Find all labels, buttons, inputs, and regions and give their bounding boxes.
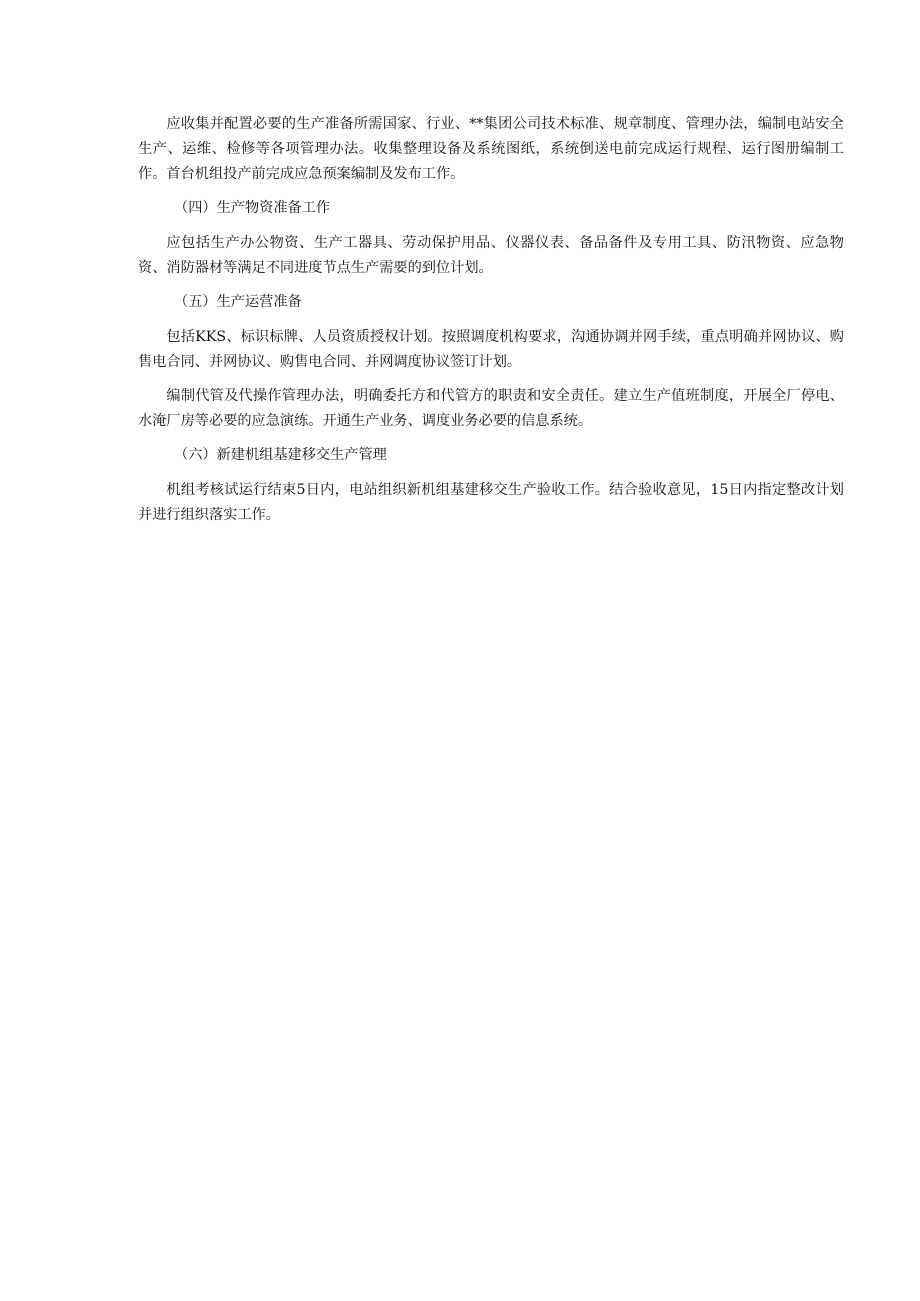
document-page (138, 112, 844, 528)
paragraph-kks-grid: 包括KKS、标识标牌、人员资质授权计划。按照调度机构要求，沟通协调并网手续，重点明确并网协议、购售电合同、并网协议、购售电合同、并网调度协议签订计划。 (138, 329, 844, 370)
paragraph-handover-acceptance: 机组考核试运行结束5日内，电站组织新机组基建移交生产验收工作。结合验收意见，15日内指定整改计划并进行组织落实工作。 (138, 482, 844, 523)
paragraph-materials: 应包括生产办公物资、生产工器具、劳动保护用品、仪器仪表、备品备件及专用工具、防汛物资、应急物资、消防器材等满足不同进度节点生产需要的到位计划。 (138, 235, 844, 276)
heading-handover-management: （六）新建机组基建移交生产管理 (174, 447, 387, 463)
paragraph-custody-management: 编制代管及代操作管理办法，明确委托方和代管方的职责和安全责任。建立生产值班制度，开展全厂停电、水淹厂房等必要的应急演练。开通生产业务、调度业务必要的信息系统。 (138, 388, 844, 429)
heading-operation-preparation: （五）生产运营准备 (174, 294, 302, 310)
paragraph-standards: 应收集并配置必要的生产准备所需国家、行业、**集团公司技术标准、规章制度、管理办法，编制电站安全生产、运维、检修等各项管理办法。收集整理设备及系统图纸，系统倒送电前完成运行规程、运行图册编制工作。首台机组投产前完成应急预案编制及发布工作。 (138, 116, 844, 182)
heading-material-preparation: （四）生产物资准备工作 (174, 200, 331, 216)
